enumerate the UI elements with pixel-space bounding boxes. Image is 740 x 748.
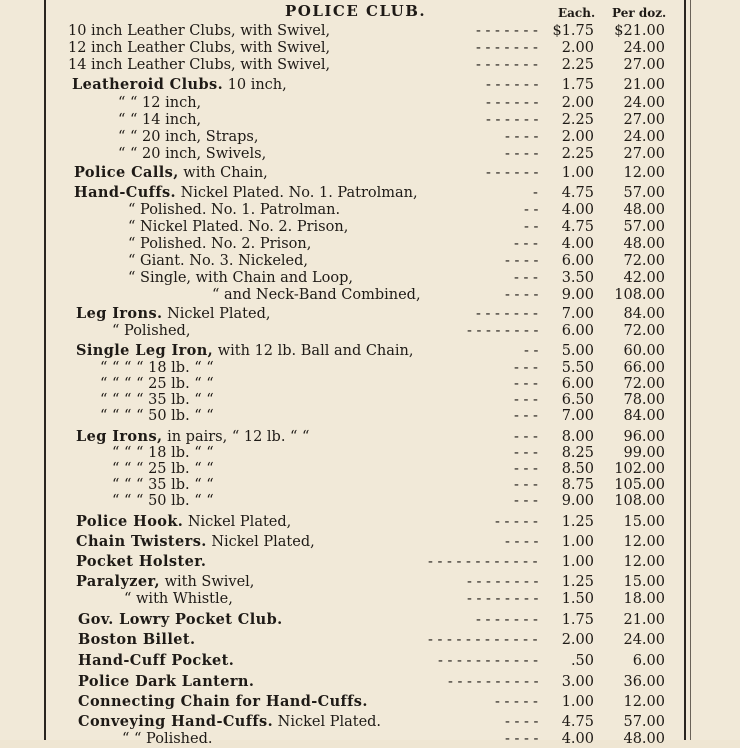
item-name: Paralyzer, <box>76 573 160 590</box>
price-per-dozen: 24.00 <box>623 632 665 648</box>
item-label <box>118 111 201 129</box>
item-description: “ “ “ 35 lb. “ “ <box>112 477 214 493</box>
item-name: Police Dark Lantern. <box>78 673 255 690</box>
price-each: 5.50 <box>561 360 594 376</box>
leader-dashes: - - - - - - - - - - - - <box>428 554 538 570</box>
price-per-dozen: 15.00 <box>623 574 665 590</box>
price-per-dozen: 12.00 <box>623 165 665 181</box>
price-row <box>0 533 740 551</box>
item-label <box>128 201 340 219</box>
item-description: in pairs, “ 12 lb. “ “ <box>167 429 310 445</box>
leader-dashes: - - - - <box>505 129 539 145</box>
price-each: 8.25 <box>561 445 594 461</box>
item-name: Chain Twisters. <box>76 533 207 550</box>
price-row <box>0 128 740 146</box>
column-header-each: Each. <box>558 6 596 20</box>
leader-dashes: - - - <box>514 477 538 493</box>
item-name: Leg Irons. <box>76 305 163 322</box>
leader-dashes: - - - - <box>505 714 539 730</box>
price-per-dozen: 24.00 <box>623 40 665 56</box>
price-row <box>0 286 740 304</box>
price-each: 7.00 <box>561 408 594 424</box>
price-each: 9.00 <box>561 493 594 509</box>
item-description: “ “ “ “ 50 lb. “ “ <box>100 408 214 424</box>
leader-dashes: - - - - - - - - - - - <box>438 653 538 669</box>
leader-dashes: - - - <box>514 270 538 286</box>
item-description: “ and Neck-Band Combined, <box>212 287 421 303</box>
price-row <box>0 693 740 711</box>
item-label <box>128 218 348 236</box>
item-description: Nickel Plated. No. 1. Patrolman, <box>180 185 418 201</box>
price-per-dozen: 108.00 <box>614 287 665 303</box>
item-description: with 12 lb. Ball and Chain, <box>217 343 414 359</box>
price-each: 5.00 <box>561 343 594 359</box>
item-description: “ “ 14 inch, <box>118 112 202 128</box>
price-each: 7.00 <box>561 306 594 322</box>
price-per-dozen: 6.00 <box>632 653 665 669</box>
leader-dashes: - - - <box>514 392 538 408</box>
leader-dashes: - - - - - <box>495 514 538 530</box>
price-row <box>0 631 740 649</box>
leader-dashes: - - - - - - - <box>476 40 538 56</box>
item-description: 10 inch Leather Clubs, with Swivel, <box>68 23 331 39</box>
item-name: Conveying Hand-Cuffs. <box>78 713 274 730</box>
price-per-dozen: 27.00 <box>623 57 665 73</box>
leader-dashes: - - - - - - - - - - - - <box>428 632 538 648</box>
price-per-dozen: 84.00 <box>623 306 665 322</box>
item-label <box>78 693 368 711</box>
price-per-dozen: 60.00 <box>623 343 665 359</box>
leader-dashes: - - - <box>514 461 538 477</box>
item-name: Boston Billet. <box>78 631 196 648</box>
price-each: 2.25 <box>561 112 594 128</box>
item-description: “ Single, with Chain and Loop, <box>128 270 353 286</box>
price-each: 8.00 <box>561 429 594 445</box>
price-row <box>0 235 740 253</box>
leader-dashes: - - - - - - <box>486 112 539 128</box>
price-row <box>0 573 740 591</box>
price-each: 1.00 <box>561 694 594 710</box>
item-description: Nickel Plated. <box>277 714 382 730</box>
leader-dashes: - - <box>524 202 539 218</box>
price-each: 6.50 <box>561 392 594 408</box>
item-description: 14 inch Leather Clubs, with Swivel, <box>68 57 331 73</box>
price-row <box>0 553 740 571</box>
item-description: “ “ “ 18 lb. “ “ <box>112 445 214 461</box>
price-per-dozen: 84.00 <box>623 408 665 424</box>
item-label <box>74 164 268 182</box>
price-per-dozen: 48.00 <box>623 731 665 747</box>
item-description: with Chain, <box>183 165 268 181</box>
price-each: 6.00 <box>561 253 594 269</box>
item-description: Nickel Plated, <box>187 514 292 530</box>
price-each: 1.25 <box>561 514 594 530</box>
price-row <box>0 730 740 748</box>
item-description: Nickel Plated, <box>211 534 315 550</box>
item-label <box>76 573 254 591</box>
price-per-dozen: 57.00 <box>623 219 665 235</box>
item-label <box>122 730 212 748</box>
item-label <box>78 713 381 731</box>
leader-dashes: - - - - - - - - <box>467 574 539 590</box>
price-row <box>0 22 740 40</box>
price-each: 9.00 <box>561 287 594 303</box>
item-description: “ “ Polished. <box>122 731 213 747</box>
price-per-dozen: $21.00 <box>614 23 665 39</box>
leader-dashes: - - - - <box>505 287 539 303</box>
price-each: 1.75 <box>561 77 594 93</box>
price-per-dozen: 42.00 <box>623 270 665 286</box>
item-label <box>212 286 421 304</box>
item-description: “ Polished, <box>112 323 191 339</box>
price-per-dozen: 24.00 <box>623 129 665 145</box>
item-description: “ “ “ “ 18 lb. “ “ <box>100 360 214 376</box>
price-each: 4.75 <box>561 185 594 201</box>
item-description: “ Polished. No. 1. Patrolman. <box>128 202 341 218</box>
leader-dashes: - - - - <box>505 534 539 550</box>
item-description: “ with Whistle, <box>124 591 233 607</box>
column-header-per-dozen: Per doz. <box>612 6 667 20</box>
price-row <box>0 652 740 670</box>
page-title: POLICE CLUB. <box>285 2 427 20</box>
price-per-dozen: 72.00 <box>623 376 665 392</box>
price-each: 1.75 <box>561 612 594 628</box>
leader-dashes: - - - - - - - - <box>467 591 539 607</box>
item-description: “ Giant. No. 3. Nickeled, <box>128 253 309 269</box>
price-row <box>0 145 740 163</box>
leader-dashes: - - - <box>514 445 538 461</box>
price-row <box>0 513 740 531</box>
price-each: 8.50 <box>561 461 594 477</box>
item-description: “ “ “ “ 35 lb. “ “ <box>100 392 214 408</box>
item-name: Leg Irons, <box>76 428 163 445</box>
item-name: Leatheroid Clubs. <box>72 76 224 93</box>
price-per-dozen: 102.00 <box>614 461 665 477</box>
item-label <box>72 76 287 94</box>
leader-dashes: - - - - - - - - <box>467 323 539 339</box>
price-row <box>0 305 740 323</box>
price-per-dozen: 78.00 <box>623 392 665 408</box>
leader-dashes: - - - - - - - <box>476 23 538 39</box>
leader-dashes: - - - - - - - <box>476 612 538 628</box>
item-label <box>112 322 190 340</box>
leader-dashes: - - - <box>514 429 538 445</box>
item-label <box>118 145 266 163</box>
price-each: 6.00 <box>561 376 594 392</box>
price-row <box>0 184 740 202</box>
leader-dashes: - - - - <box>505 146 539 162</box>
price-each: 4.75 <box>561 219 594 235</box>
price-each: 2.25 <box>561 146 594 162</box>
item-description: “ Nickel Plated. No. 2. Prison, <box>128 219 349 235</box>
item-description: “ “ “ 25 lb. “ “ <box>112 461 214 477</box>
price-per-dozen: 57.00 <box>623 185 665 201</box>
leader-dashes: - - - - <box>505 731 539 747</box>
item-label <box>76 305 270 323</box>
item-label <box>76 553 206 571</box>
price-row <box>0 76 740 94</box>
price-row <box>0 252 740 270</box>
item-description: with Swivel, <box>164 574 255 590</box>
price-each: 3.50 <box>561 270 594 286</box>
price-per-dozen: 18.00 <box>623 591 665 607</box>
price-each: $1.75 <box>552 23 594 39</box>
price-each: 1.50 <box>561 591 594 607</box>
price-per-dozen: 27.00 <box>623 146 665 162</box>
price-per-dozen: 12.00 <box>623 554 665 570</box>
item-label <box>124 590 233 608</box>
item-name: Police Hook. <box>76 513 184 530</box>
leader-dashes: - - - - - - <box>486 77 539 93</box>
price-row <box>0 342 740 360</box>
price-per-dozen: 105.00 <box>614 477 665 493</box>
leader-dashes: - - - - - - - <box>476 306 538 322</box>
item-name: Single Leg Iron, <box>76 342 214 359</box>
price-each: 6.00 <box>561 323 594 339</box>
price-row <box>0 111 740 129</box>
price-row <box>0 322 740 340</box>
price-per-dozen: 27.00 <box>623 112 665 128</box>
item-description: “ “ “ 50 lb. “ “ <box>112 493 214 509</box>
item-name: Connecting Chain for Hand-Cuffs. <box>78 693 368 710</box>
item-description: “ “ “ “ 25 lb. “ “ <box>100 376 214 392</box>
leader-dashes: - - - - - - <box>486 95 539 111</box>
item-name: Police Calls, <box>74 164 179 181</box>
item-description: “ “ 20 inch, Straps, <box>118 129 259 145</box>
item-label <box>100 407 214 425</box>
item-name: Pocket Holster. <box>76 553 207 570</box>
leader-dashes: - - - <box>514 408 538 424</box>
leader-dashes: - - <box>524 343 539 359</box>
leader-dashes: - - - <box>514 376 538 392</box>
item-description: “ “ 12 inch, <box>118 95 202 111</box>
price-each: 1.00 <box>561 554 594 570</box>
item-name: Hand-Cuff Pocket. <box>78 652 235 669</box>
item-description: 12 inch Leather Clubs, with Swivel, <box>68 40 331 56</box>
price-per-dozen: 96.00 <box>623 429 665 445</box>
item-label <box>128 235 311 253</box>
leader-dashes: - - - - - - <box>486 165 539 181</box>
price-each: 4.00 <box>561 236 594 252</box>
price-per-dozen: 12.00 <box>623 694 665 710</box>
price-each: 3.00 <box>561 674 594 690</box>
item-description: Nickel Plated, <box>167 306 271 322</box>
price-row <box>0 407 740 425</box>
price-per-dozen: 15.00 <box>623 514 665 530</box>
price-row <box>0 713 740 731</box>
item-label <box>78 611 283 629</box>
leader-dashes: - - - - - <box>495 694 538 710</box>
price-each: 2.00 <box>561 40 594 56</box>
price-each: 2.00 <box>561 632 594 648</box>
price-row <box>0 269 740 287</box>
price-each: 1.00 <box>561 534 594 550</box>
price-per-dozen: 48.00 <box>623 236 665 252</box>
item-label <box>68 56 330 74</box>
price-each: 2.00 <box>561 129 594 145</box>
price-each: 1.00 <box>561 165 594 181</box>
price-row <box>0 673 740 691</box>
leader-dashes: - - - <box>514 236 538 252</box>
item-name: Gov. Lowry Pocket Club. <box>78 611 283 628</box>
price-per-dozen: 66.00 <box>623 360 665 376</box>
item-description: “ Polished. No. 2. Prison, <box>128 236 312 252</box>
item-label <box>78 652 234 670</box>
price-per-dozen: 72.00 <box>623 323 665 339</box>
price-row <box>0 218 740 236</box>
price-each: 4.00 <box>561 731 594 747</box>
leader-dashes: - - - - - - - - - - <box>448 674 539 690</box>
price-per-dozen: 108.00 <box>614 493 665 509</box>
price-each: 2.00 <box>561 95 594 111</box>
item-label <box>76 513 291 531</box>
price-per-dozen: 21.00 <box>623 612 665 628</box>
price-per-dozen: 36.00 <box>623 674 665 690</box>
item-label <box>68 22 330 40</box>
item-label <box>128 252 308 270</box>
price-per-dozen: 48.00 <box>623 202 665 218</box>
item-label <box>128 269 353 287</box>
item-label <box>112 492 214 510</box>
price-per-dozen: 21.00 <box>623 77 665 93</box>
price-per-dozen: 24.00 <box>623 95 665 111</box>
item-label <box>78 673 254 691</box>
price-row <box>0 492 740 510</box>
item-description: “ “ 20 inch, Swivels, <box>118 146 267 162</box>
item-label <box>118 128 258 146</box>
price-row <box>0 56 740 74</box>
leader-dashes: - <box>533 185 538 201</box>
price-each: .50 <box>570 653 594 669</box>
price-row <box>0 164 740 182</box>
item-name: Hand-Cuffs. <box>74 184 176 201</box>
leader-dashes: - - <box>524 219 539 235</box>
price-each: 2.25 <box>561 57 594 73</box>
item-label <box>74 184 418 202</box>
price-each: 8.75 <box>561 477 594 493</box>
price-row <box>0 590 740 608</box>
price-row <box>0 94 740 112</box>
item-label <box>78 631 195 649</box>
price-per-dozen: 57.00 <box>623 714 665 730</box>
price-per-dozen: 12.00 <box>623 534 665 550</box>
price-each: 4.00 <box>561 202 594 218</box>
price-each: 1.25 <box>561 574 594 590</box>
price-each: 4.75 <box>561 714 594 730</box>
price-row <box>0 611 740 629</box>
price-row <box>0 201 740 219</box>
leader-dashes: - - - <box>514 360 538 376</box>
item-label <box>76 342 414 360</box>
item-label <box>68 39 330 57</box>
price-per-dozen: 72.00 <box>623 253 665 269</box>
item-description: 10 inch, <box>227 77 287 93</box>
leader-dashes: - - - - <box>505 253 539 269</box>
leader-dashes: - - - - - - - <box>476 57 538 73</box>
price-per-dozen: 99.00 <box>623 445 665 461</box>
price-row <box>0 39 740 57</box>
leader-dashes: - - - <box>514 493 538 509</box>
item-label <box>76 533 315 551</box>
item-label <box>118 94 201 112</box>
